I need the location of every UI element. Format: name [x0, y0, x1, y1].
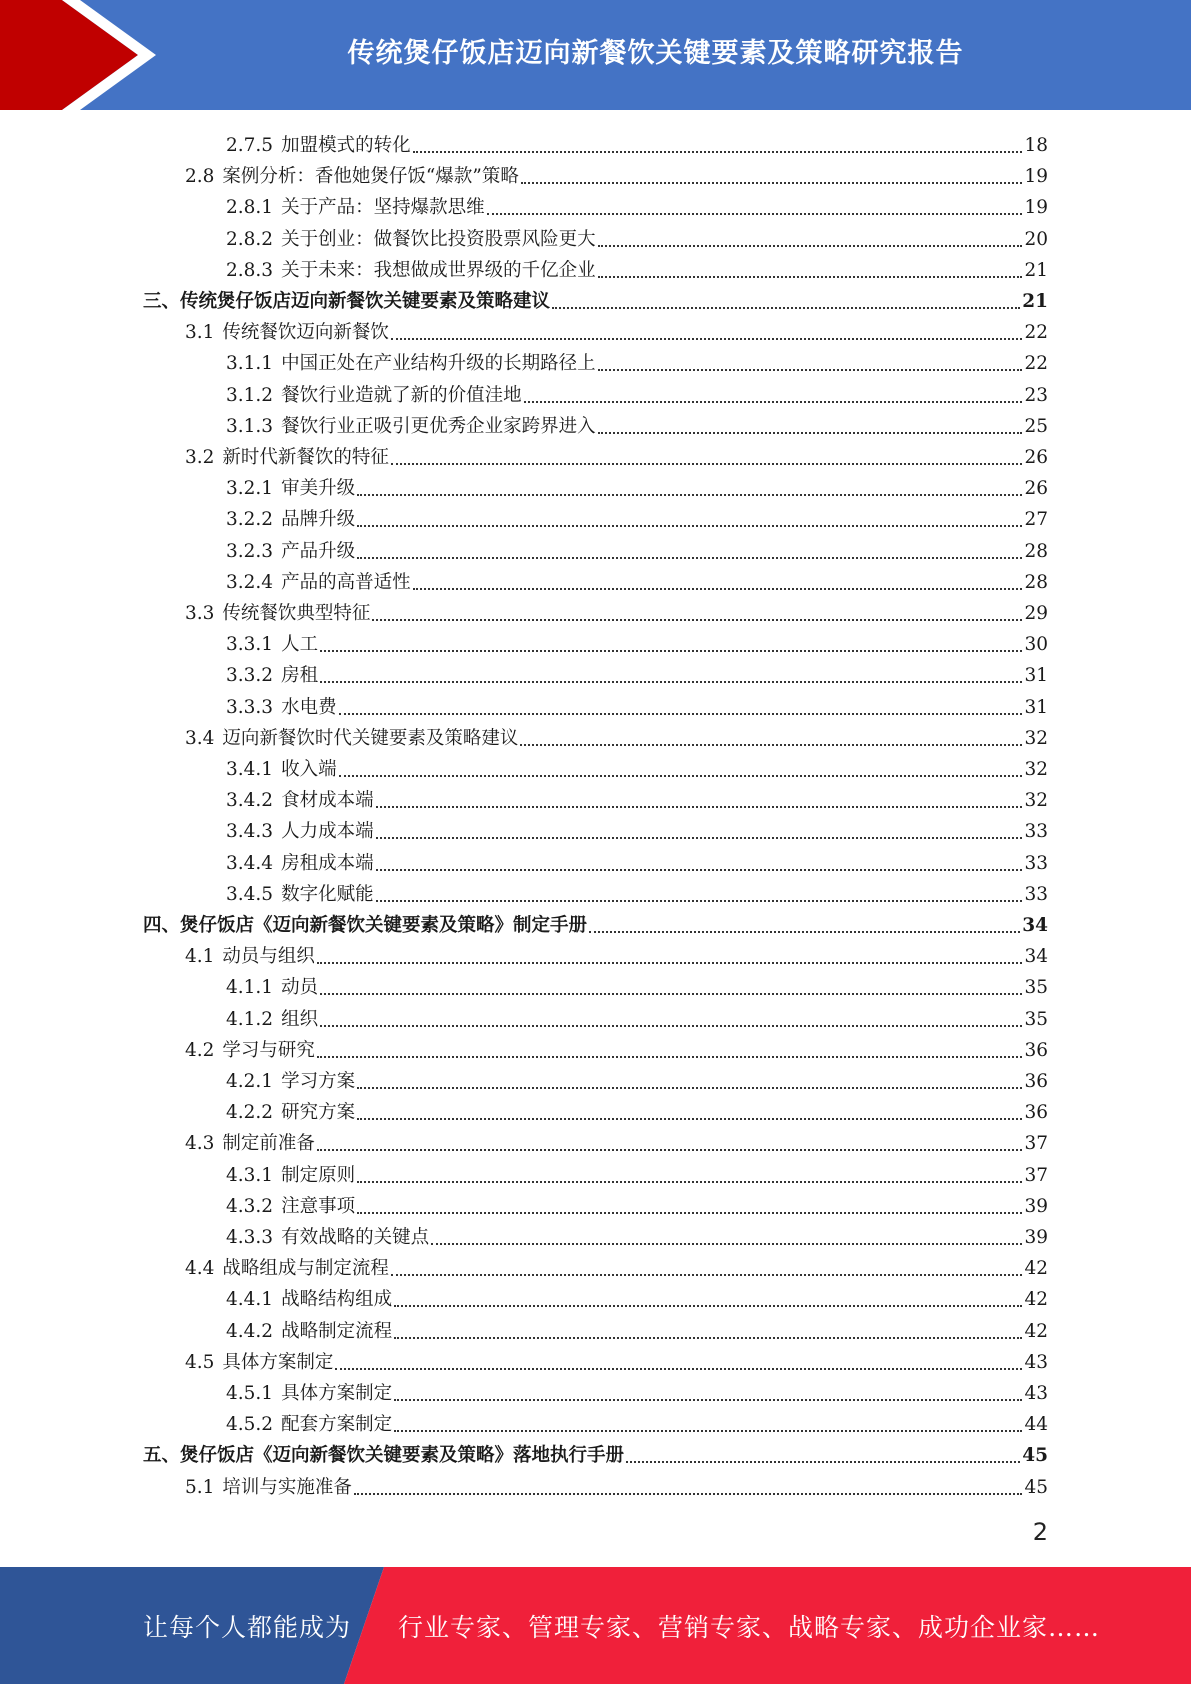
toc-entry-title: 传统煲仔饭店迈向新餐饮关键要素及策略建议 — [180, 291, 551, 312]
toc-dot-leader — [320, 650, 1022, 652]
toc-entry[interactable] — [226, 502, 1048, 532]
toc-entry[interactable] — [185, 596, 1048, 626]
toc-entry-title: 关于产品：坚持爆款思维 — [281, 197, 485, 219]
toc-entry-number: 3.4.4 — [226, 852, 274, 874]
toc-entry-page: 21 — [1024, 259, 1048, 281]
toc-dot-leader — [521, 182, 1023, 184]
toc-entry-page: 31 — [1024, 696, 1048, 718]
toc-entry[interactable] — [185, 1033, 1048, 1063]
toc-dot-leader — [487, 213, 1023, 215]
toc-entry-page: 32 — [1024, 759, 1048, 780]
toc-entry-page: 26 — [1024, 447, 1048, 468]
toc-entry-number: 2.8 — [185, 166, 215, 188]
toc-entry-number: 三、 — [143, 291, 181, 312]
toc-entry-page: 28 — [1024, 540, 1048, 562]
toc-entry-title: 组织 — [281, 1008, 319, 1030]
toc-entry[interactable] — [226, 1002, 1048, 1032]
toc-entry-title: 房租成本端 — [281, 852, 374, 874]
toc-entry-page: 37 — [1024, 1164, 1048, 1186]
toc-dot-leader — [391, 463, 1023, 465]
toc-entry-page: 31 — [1024, 665, 1048, 687]
toc-entry-page: 39 — [1024, 1227, 1048, 1248]
toc-dot-leader — [376, 900, 1023, 902]
toc-entry[interactable] — [226, 752, 1048, 782]
toc-entry-title: 餐饮行业正吸引更优秀企业家跨界进入 — [281, 415, 596, 437]
toc-entry[interactable] — [226, 409, 1048, 439]
toc-entry[interactable] — [226, 471, 1048, 501]
toc-entry[interactable] — [226, 1220, 1048, 1250]
toc-entry-page: 33 — [1024, 821, 1048, 843]
toc-dot-leader — [598, 432, 1023, 434]
toc-entry[interactable] — [226, 1095, 1048, 1125]
toc-dot-leader — [317, 962, 1023, 964]
toc-entry[interactable] — [226, 253, 1048, 283]
toc-entry-page: 35 — [1024, 977, 1048, 999]
toc-entry-title: 产品升级 — [281, 540, 356, 562]
toc-entry-page: 33 — [1024, 852, 1048, 874]
toc-entry-page: 43 — [1024, 1383, 1048, 1404]
toc-dot-leader — [376, 806, 1023, 808]
toc-entry-number: 2.8.1 — [226, 197, 274, 219]
toc-entry-title: 迈向新餐饮时代关键要素及策略建议 — [222, 727, 519, 749]
toc-entry-page: 20 — [1024, 228, 1048, 250]
toc-entry-title: 人工 — [281, 634, 319, 656]
toc-entry[interactable] — [226, 1376, 1048, 1406]
toc-entry-number: 3.1.2 — [226, 384, 274, 406]
toc-entry-number: 4.4 — [185, 1258, 215, 1280]
toc-entry-page: 42 — [1024, 1289, 1048, 1311]
toc-entry-page: 42 — [1024, 1258, 1048, 1280]
toc-entry-number: 4.5 — [185, 1351, 215, 1373]
toc-entry-number: 3.1 — [185, 322, 215, 344]
toc-entry-page: 36 — [1024, 1102, 1048, 1124]
toc-entry-number: 3.3 — [185, 603, 215, 624]
toc-entry-title: 培训与实施准备 — [222, 1476, 352, 1498]
toc-entry-page: 36 — [1024, 1071, 1048, 1092]
toc-dot-leader — [413, 151, 1023, 153]
toc-dot-leader — [552, 307, 1020, 309]
toc-dot-leader — [394, 1337, 1022, 1339]
toc-entry-page: 32 — [1024, 727, 1048, 749]
toc-entry-number: 4.1 — [185, 946, 215, 968]
toc-entry[interactable] — [185, 159, 1048, 189]
toc-dot-leader — [376, 869, 1023, 871]
toc-entry[interactable] — [226, 690, 1048, 720]
toc-entry-title: 传统餐饮典型特征 — [222, 603, 371, 624]
toc-dot-leader — [317, 1149, 1023, 1151]
toc-entry-title: 研究方案 — [281, 1102, 356, 1124]
toc-entry-number: 3.2 — [185, 447, 215, 468]
toc-dot-leader — [391, 338, 1023, 340]
toc-dot-leader — [598, 245, 1023, 247]
toc-entry[interactable] — [226, 128, 1048, 158]
toc-entry-title: 战略制定流程 — [281, 1320, 393, 1342]
toc-entry[interactable] — [226, 1407, 1048, 1437]
toc-entry-title: 加盟模式的转化 — [281, 135, 411, 156]
toc-dot-leader — [354, 1493, 1023, 1495]
toc-entry-number: 3.4.3 — [226, 821, 274, 843]
footer-slogan-right: 行业专家、管理专家、营销专家、战略专家、成功企业家…… — [398, 1612, 1101, 1642]
toc-entry-title: 制定原则 — [281, 1164, 356, 1186]
toc-entry-title: 餐饮行业造就了新的价值洼地 — [281, 384, 522, 406]
toc-dot-leader — [339, 713, 1023, 715]
toc-dot-leader — [598, 276, 1023, 278]
footer-slogan-left: 让每个人都能成为 — [143, 1612, 352, 1642]
toc-entry-number: 4.1.1 — [226, 977, 274, 999]
toc-entry-number: 3.3.2 — [226, 665, 274, 687]
toc-dot-leader — [394, 1399, 1022, 1401]
toc-entry[interactable] — [185, 939, 1048, 969]
toc-entry-number: 4.4.1 — [226, 1289, 274, 1311]
toc-entry-page: 34 — [1024, 946, 1048, 968]
toc-entry-page: 43 — [1024, 1351, 1048, 1373]
toc-entry-number: 3.4.2 — [226, 790, 274, 812]
toc-entry-page: 19 — [1024, 197, 1048, 219]
toc-entry-number: 五、 — [143, 1445, 181, 1467]
toc-entry-page: 33 — [1024, 883, 1048, 905]
toc-entry-page: 45 — [1024, 1476, 1048, 1498]
toc-dot-leader — [524, 401, 1023, 403]
toc-entry-page: 21 — [1022, 291, 1048, 312]
toc-entry-title: 关于未来：我想做成世界级的千亿企业 — [281, 259, 596, 281]
toc-entry-title: 食材成本端 — [281, 790, 374, 812]
toc-entry-number: 4.2.2 — [226, 1102, 274, 1124]
toc-entry-title: 战略组成与制定流程 — [222, 1258, 389, 1280]
toc-entry-number: 3.2.2 — [226, 509, 274, 531]
toc-entry[interactable] — [226, 378, 1048, 408]
toc-entry[interactable] — [226, 565, 1048, 595]
toc-entry-number: 2.8.2 — [226, 228, 274, 250]
toc-entry-number: 3.2.3 — [226, 540, 274, 562]
toc-entry-number: 4.1.2 — [226, 1008, 274, 1030]
toc-entry[interactable] — [226, 658, 1048, 688]
toc-entry[interactable] — [226, 1064, 1048, 1094]
toc-entry-title: 煲仔饭店《迈向新餐饮关键要素及策略》制定手册 — [180, 915, 588, 936]
toc-entry-title: 具体方案制定 — [281, 1383, 393, 1404]
toc-entry-number: 3.1.3 — [226, 415, 274, 437]
toc-entry-number: 3.4 — [185, 727, 215, 749]
toc-entry[interactable] — [185, 1126, 1048, 1156]
toc-dot-leader — [357, 525, 1022, 527]
toc-dot-leader — [394, 1305, 1022, 1307]
toc-entry-number: 4.3.3 — [226, 1227, 274, 1248]
report-title: 传统煲仔饭店迈向新餐饮关键要素及策略研究报告 — [347, 37, 964, 69]
toc-entry[interactable] — [226, 1158, 1048, 1188]
toc-dot-leader — [372, 619, 1022, 621]
toc-entry-title: 具体方案制定 — [222, 1351, 334, 1373]
page-number: 2 — [1032, 1518, 1048, 1546]
toc-entry-title: 传统餐饮迈向新餐饮 — [222, 322, 389, 344]
toc-entry[interactable] — [226, 222, 1048, 252]
toc-dot-leader — [357, 1181, 1022, 1183]
toc-entry-page: 18 — [1024, 135, 1048, 156]
toc-entry[interactable] — [226, 846, 1048, 876]
toc-entry[interactable] — [185, 1470, 1048, 1500]
toc-entry-number: 2.7.5 — [226, 135, 274, 156]
toc-entry-number: 4.5.1 — [226, 1383, 274, 1404]
toc-entry-title: 数字化赋能 — [281, 883, 374, 905]
toc-entry-page: 44 — [1024, 1414, 1048, 1436]
toc-entry-page: 42 — [1024, 1320, 1048, 1342]
toc-entry-title: 收入端 — [281, 759, 337, 780]
toc-entry-page: 25 — [1024, 415, 1048, 437]
toc-entry-number: 3.3.3 — [226, 696, 274, 718]
toc-dot-leader — [357, 1212, 1022, 1214]
toc-entry-number: 4.4.2 — [226, 1320, 274, 1342]
toc-entry-number: 4.2 — [185, 1039, 215, 1061]
toc-entry-page: 19 — [1024, 166, 1048, 188]
toc-entry-number: 2.8.3 — [226, 259, 274, 281]
toc-entry-page: 23 — [1024, 384, 1048, 406]
toc-entry-page: 27 — [1024, 509, 1048, 531]
page-footer — [0, 1567, 1191, 1684]
toc-dot-leader — [335, 1368, 1022, 1370]
toc-dot-leader — [520, 744, 1022, 746]
toc-entry-page: 45 — [1022, 1445, 1048, 1467]
toc-entry-number: 四、 — [143, 915, 181, 936]
toc-entry-page: 32 — [1024, 790, 1048, 812]
toc-dot-leader — [626, 1461, 1020, 1463]
toc-dot-leader — [413, 588, 1023, 590]
toc-entry-number: 4.3.2 — [226, 1195, 274, 1217]
toc-entry-title: 审美升级 — [281, 478, 356, 500]
toc-entry[interactable] — [185, 315, 1048, 345]
toc-entry-number: 3.2.1 — [226, 478, 274, 500]
toc-entry-title: 配套方案制定 — [281, 1414, 393, 1436]
toc-entry-title: 品牌升级 — [281, 509, 356, 531]
toc-entry-page: 22 — [1024, 353, 1048, 375]
toc-entry-page: 30 — [1024, 634, 1048, 656]
toc-dot-leader — [376, 837, 1023, 839]
toc-entry[interactable] — [226, 534, 1048, 564]
toc-entry-number: 3.1.1 — [226, 353, 274, 375]
page-header — [0, 0, 1191, 110]
header-corner-arrow — [0, 0, 160, 110]
toc-entry-page: 29 — [1024, 603, 1048, 624]
toc-entry-number: 4.3.1 — [226, 1164, 274, 1186]
toc-entry[interactable] — [143, 1438, 1048, 1468]
toc-entry[interactable] — [226, 1314, 1048, 1344]
toc-entry[interactable] — [226, 190, 1048, 220]
toc-dot-leader — [391, 1274, 1023, 1276]
toc-entry-title: 产品的高普适性 — [281, 571, 411, 593]
toc-entry-title: 人力成本端 — [281, 821, 374, 843]
toc-entry-number: 3.4.5 — [226, 883, 274, 905]
toc-entry-number: 3.4.1 — [226, 759, 274, 780]
toc-entry-title: 学习方案 — [281, 1071, 356, 1092]
toc-dot-leader — [431, 1243, 1022, 1245]
toc-entry[interactable] — [185, 721, 1048, 751]
toc-dot-leader — [320, 1025, 1022, 1027]
toc-entry-title: 水电费 — [281, 696, 337, 718]
toc-entry-title: 煲仔饭店《迈向新餐饮关键要素及策略》落地执行手册 — [180, 1445, 625, 1467]
toc-entry-title: 有效战略的关键点 — [281, 1227, 430, 1248]
toc-entry-title: 注意事项 — [281, 1195, 356, 1217]
toc-entry[interactable] — [226, 877, 1048, 907]
toc-dot-leader — [320, 681, 1022, 683]
toc-dot-leader — [394, 1430, 1022, 1432]
toc-entry-title: 房租 — [281, 665, 319, 687]
toc-entry[interactable] — [226, 783, 1048, 813]
toc-dot-leader — [339, 775, 1023, 777]
toc-entry-number: 3.3.1 — [226, 634, 274, 656]
toc-dot-leader — [598, 369, 1023, 371]
toc-entry[interactable] — [226, 346, 1048, 376]
toc-entry-page: 35 — [1024, 1008, 1048, 1030]
toc-dot-leader — [357, 557, 1022, 559]
toc-entry-title: 学习与研究 — [222, 1039, 315, 1061]
toc-entry-title: 动员 — [281, 977, 319, 999]
toc-entry-title: 关于创业：做餐饮比投资股票风险更大 — [281, 228, 596, 250]
toc-entry[interactable] — [185, 440, 1048, 470]
toc-entry[interactable] — [143, 284, 1048, 314]
toc-entry-page: 34 — [1022, 915, 1048, 936]
toc-entry-title: 新时代新餐饮的特征 — [222, 447, 389, 468]
toc-entry-title: 中国正处在产业结构升级的长期路径上 — [281, 353, 596, 375]
toc-entry-page: 39 — [1024, 1195, 1048, 1217]
toc-entry-page: 28 — [1024, 571, 1048, 593]
toc-entry-number: 4.3 — [185, 1133, 215, 1155]
toc-dot-leader — [357, 494, 1022, 496]
toc-entry[interactable] — [226, 970, 1048, 1000]
toc-dot-leader — [357, 1087, 1022, 1089]
toc-entry-page: 36 — [1024, 1039, 1048, 1061]
toc-dot-leader — [317, 1056, 1023, 1058]
toc-entry-number: 3.2.4 — [226, 571, 274, 593]
toc-entry-page: 26 — [1024, 478, 1048, 500]
toc-entry[interactable] — [185, 1345, 1048, 1375]
toc-entry[interactable] — [226, 814, 1048, 844]
toc-entry-title: 制定前准备 — [222, 1133, 315, 1155]
toc-dot-leader — [589, 931, 1020, 933]
toc-entry-number: 4.2.1 — [226, 1071, 274, 1092]
toc-entry-title: 案例分析：香他她煲仔饭“爆款”策略 — [222, 166, 519, 188]
toc-entry-number: 5.1 — [185, 1476, 215, 1498]
toc-entry-page: 37 — [1024, 1133, 1048, 1155]
toc-entry[interactable] — [185, 1251, 1048, 1281]
toc-entry-number: 4.5.2 — [226, 1414, 274, 1436]
toc-entry-title: 动员与组织 — [222, 946, 315, 968]
toc-entry[interactable] — [226, 1282, 1048, 1312]
toc-entry-title: 战略结构组成 — [281, 1289, 393, 1311]
toc-entry-page: 22 — [1024, 322, 1048, 344]
toc-entry[interactable] — [143, 908, 1048, 938]
toc-entry[interactable] — [226, 627, 1048, 657]
toc-entry[interactable] — [226, 1189, 1048, 1219]
toc-dot-leader — [320, 993, 1022, 995]
toc-dot-leader — [357, 1118, 1022, 1120]
